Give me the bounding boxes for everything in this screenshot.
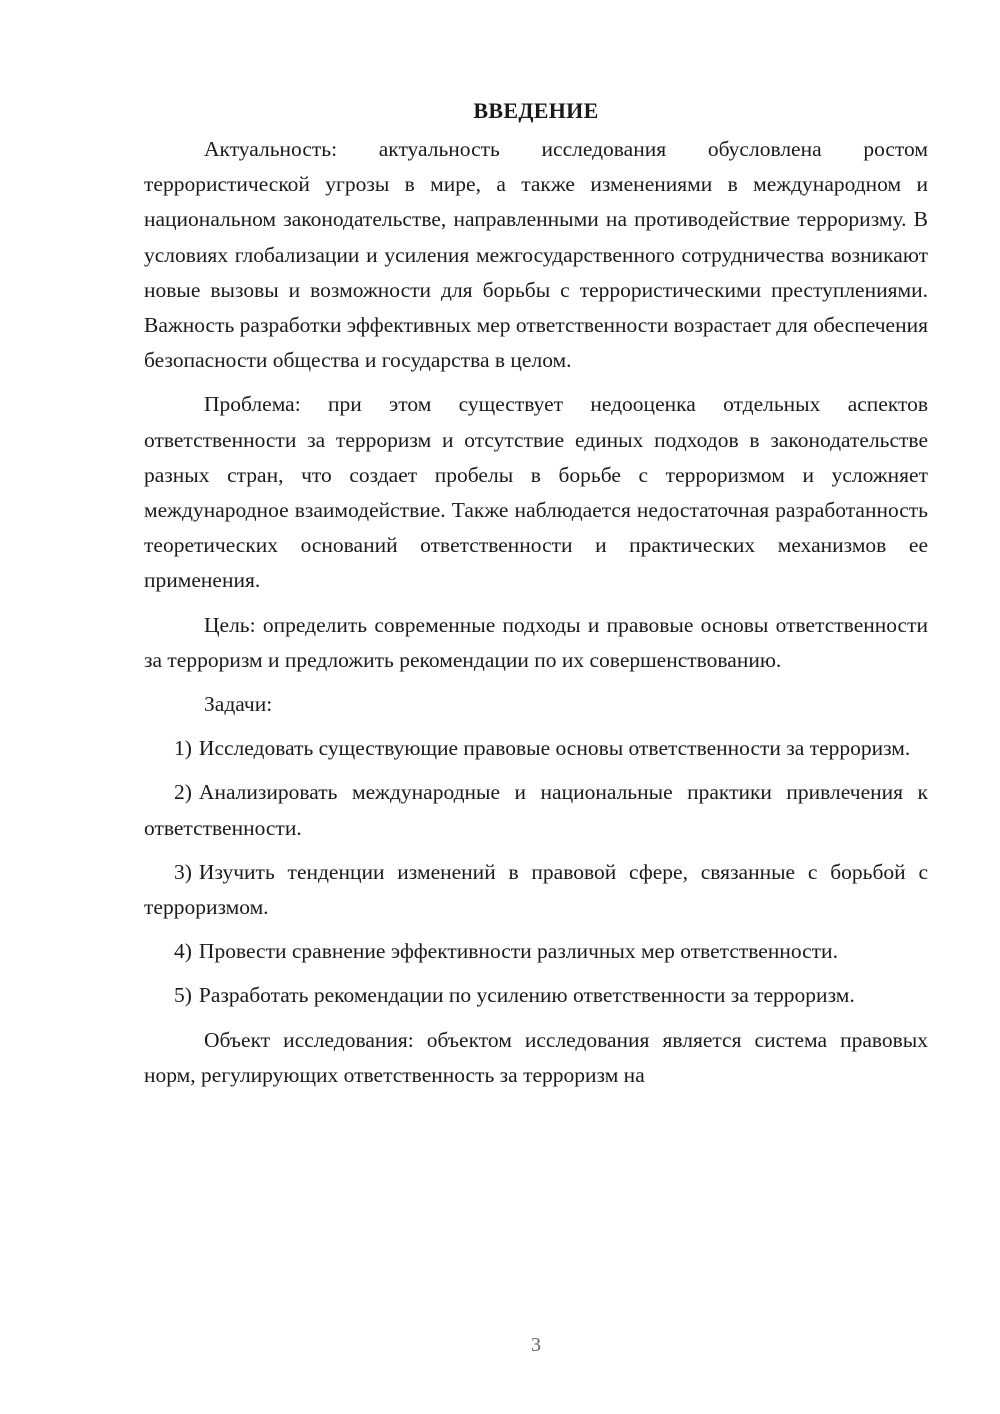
task-text: Анализировать международные и национальные практики привлечения к ответственности.	[144, 780, 928, 840]
page-number: 3	[531, 1334, 541, 1356]
task-item-1	[144, 731, 928, 766]
task-text: Разработать рекомендации по усилению ответственности за терроризм.	[198, 983, 855, 1008]
task-text: Исследовать существующие правовые основы ответственности за терроризм.	[198, 736, 911, 761]
task-text: Изучить тенденции изменений в правовой сфере, связанные с борьбой с терроризмом.	[144, 859, 928, 920]
paragraph-object: Объект исследования: объектом исследования является система правовых норм, регулирующих ответственность за терроризм на	[144, 1027, 928, 1087]
document-page	[144, 96, 928, 1102]
task-item-5	[144, 978, 928, 1013]
task-number: 2)	[174, 780, 192, 805]
paragraph-relevance: Актуальность: актуальность исследования обусловлена ростом террористической угрозы в мире, а также изменениями в международном и национальном законодательстве, направленными на противодействие терроризму. В условиях глобализации и усиления межгосударственного сотрудничества возникают новые вызовы и возможности для борьбы с террористическими преступлениями. Важность разработки эффективных мер ответственности возрастает для обеспечения безопасности общества и государства в целом.	[144, 137, 928, 373]
task-number: 5)	[174, 983, 192, 1008]
task-number: 4)	[174, 939, 192, 964]
task-text: Провести сравнение эффективности различных мер ответственности.	[198, 939, 838, 964]
task-number: 3)	[174, 859, 192, 884]
task-item-2	[144, 775, 928, 845]
page-title: ВВЕДЕНИЕ	[473, 98, 599, 123]
task-number: 1)	[174, 736, 192, 761]
tasks-label: Задачи:	[204, 692, 273, 717]
paragraph-goal: Цель: определить современные подходы и правовые основы ответственности за терроризм и предложить рекомендации по их совершенствованию.	[144, 612, 928, 672]
task-list	[144, 731, 928, 1013]
paragraph-problem: Проблема: при этом существует недооценка отдельных аспектов ответственности за терроризм и отсутствие единых подходов в законодательстве разных стран, что создает пробелы в борьбе с терроризмом и усложняет международное взаимодействие. Также наблюдается недостаточная разработанность теоретических оснований ответственности и практических механизмов ее применения.	[144, 392, 928, 593]
task-item-3	[144, 855, 928, 925]
task-item-4	[144, 934, 928, 969]
